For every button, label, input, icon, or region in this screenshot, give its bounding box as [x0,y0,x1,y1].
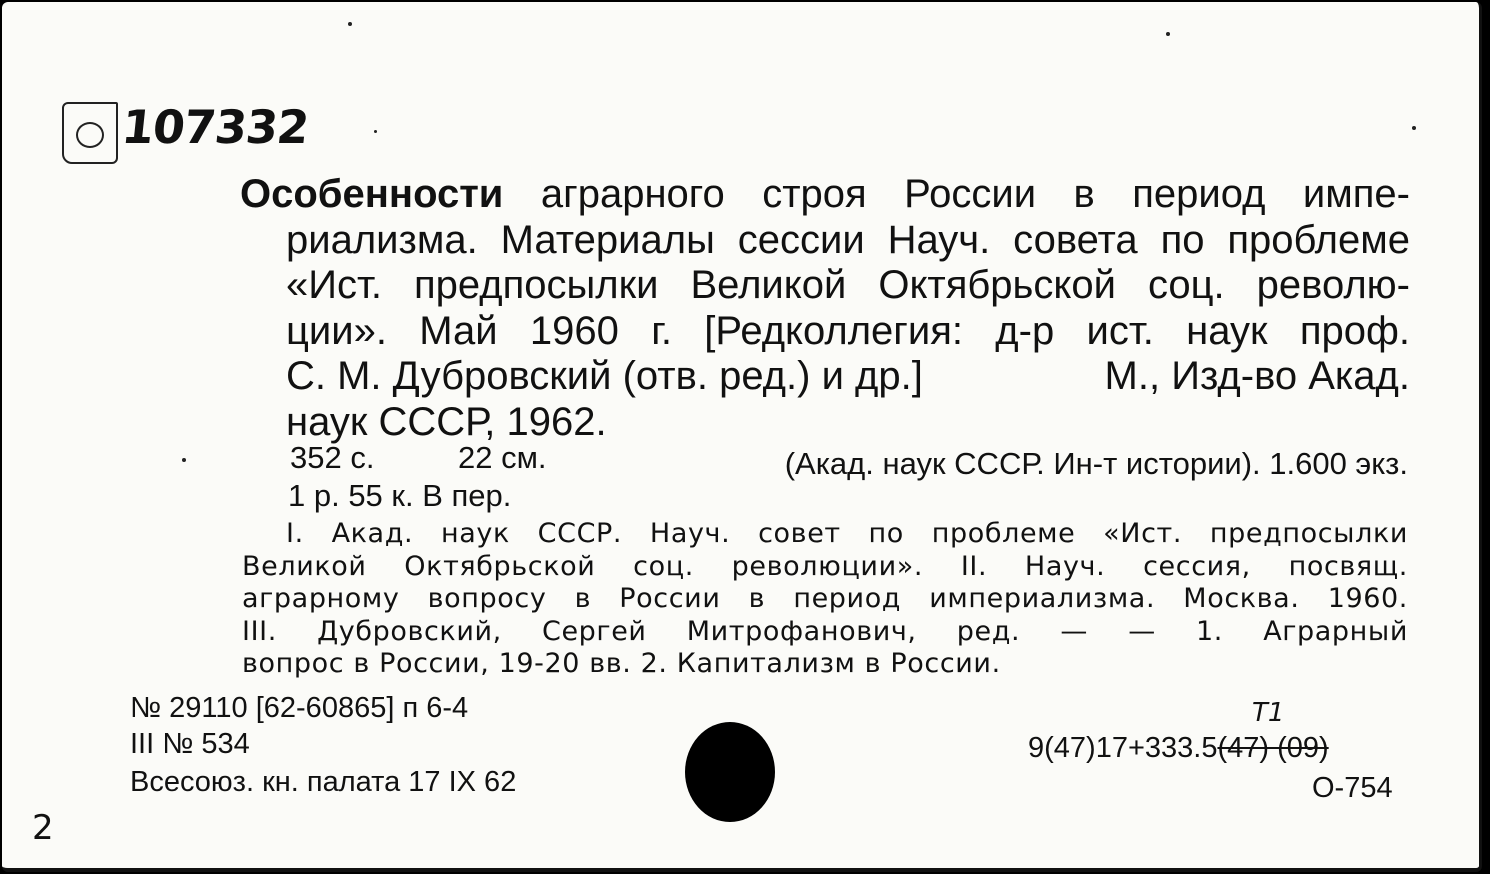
corner-mark: 2 [32,808,54,848]
ink-blot [685,722,775,822]
tracing-line-2: Великой Октябрьской соц. революции». II. Науч. сессия, посвящ. [242,550,1408,582]
entry-line-3: «Ист. предпосылки Великой Октябрьской соц. револю- [286,263,1410,307]
price: 1 р. 55 к. В пер. [288,478,512,513]
entry-line-6: наук СССР, 1962. [286,399,607,444]
speck [348,22,352,26]
classification-main: 9(47)17+333.5 [1028,732,1218,764]
speck [1412,126,1416,130]
series-number: III № 534 [130,728,250,760]
bibliographic-entry [240,172,1410,445]
catalog-card [2,2,1482,872]
author-mark: О-754 [1312,772,1393,804]
speck [374,130,377,133]
pages: 352 с. [290,440,375,475]
entry-line-5 [240,354,1410,400]
classification [1028,732,1329,765]
tracing-line-3: аграрному вопросу в России в период империализма. Москва. 1960. [242,583,1408,614]
editors: С. М. Дубровский (отв. ред.) и др.] [286,354,923,398]
entry-line-1 [240,172,1410,218]
library-stamp-icon [62,102,118,164]
entry-line-4: ции». Май 1960 г. [Редколлегия: д-р ист. наук проф. [286,308,1410,353]
tracing-line-5: вопрос в России, 19-20 вв. 2. Капитализм в России. [242,648,1001,679]
tracing-line-4: III. Дубровский, Сергей Митрофанович, ред. — — 1. Аграрный [242,615,1408,647]
series-copies: (Акад. наук СССР. Ин-т истории). 1.600 экз. [784,446,1408,481]
entry-line-2: риализма. Материалы сессии Науч. совета по проблеме [286,217,1410,262]
tracing-line-1: I. Акад. наук СССР. Науч. совет по проблеме «Ист. предпосылки [286,518,1408,549]
size: 22 см. [458,440,547,475]
book-chamber: Всесоюз. кн. палата 17 IX 62 [130,766,517,798]
speck [1166,32,1170,36]
classification-struck: (47) (09) [1217,732,1329,764]
title-line-1-rest: аграрного строя России в период импе- [540,172,1410,216]
handwritten-mark: Т1 [1252,698,1285,728]
accession-number: 107332 [119,100,311,154]
title-lead-word: Особенности [240,172,504,216]
tracings [242,518,1408,681]
publisher: М., Изд-во Акад. [1104,354,1410,398]
speck [182,458,186,462]
card-number: № 29110 [62-60865] п 6-4 [130,692,469,724]
